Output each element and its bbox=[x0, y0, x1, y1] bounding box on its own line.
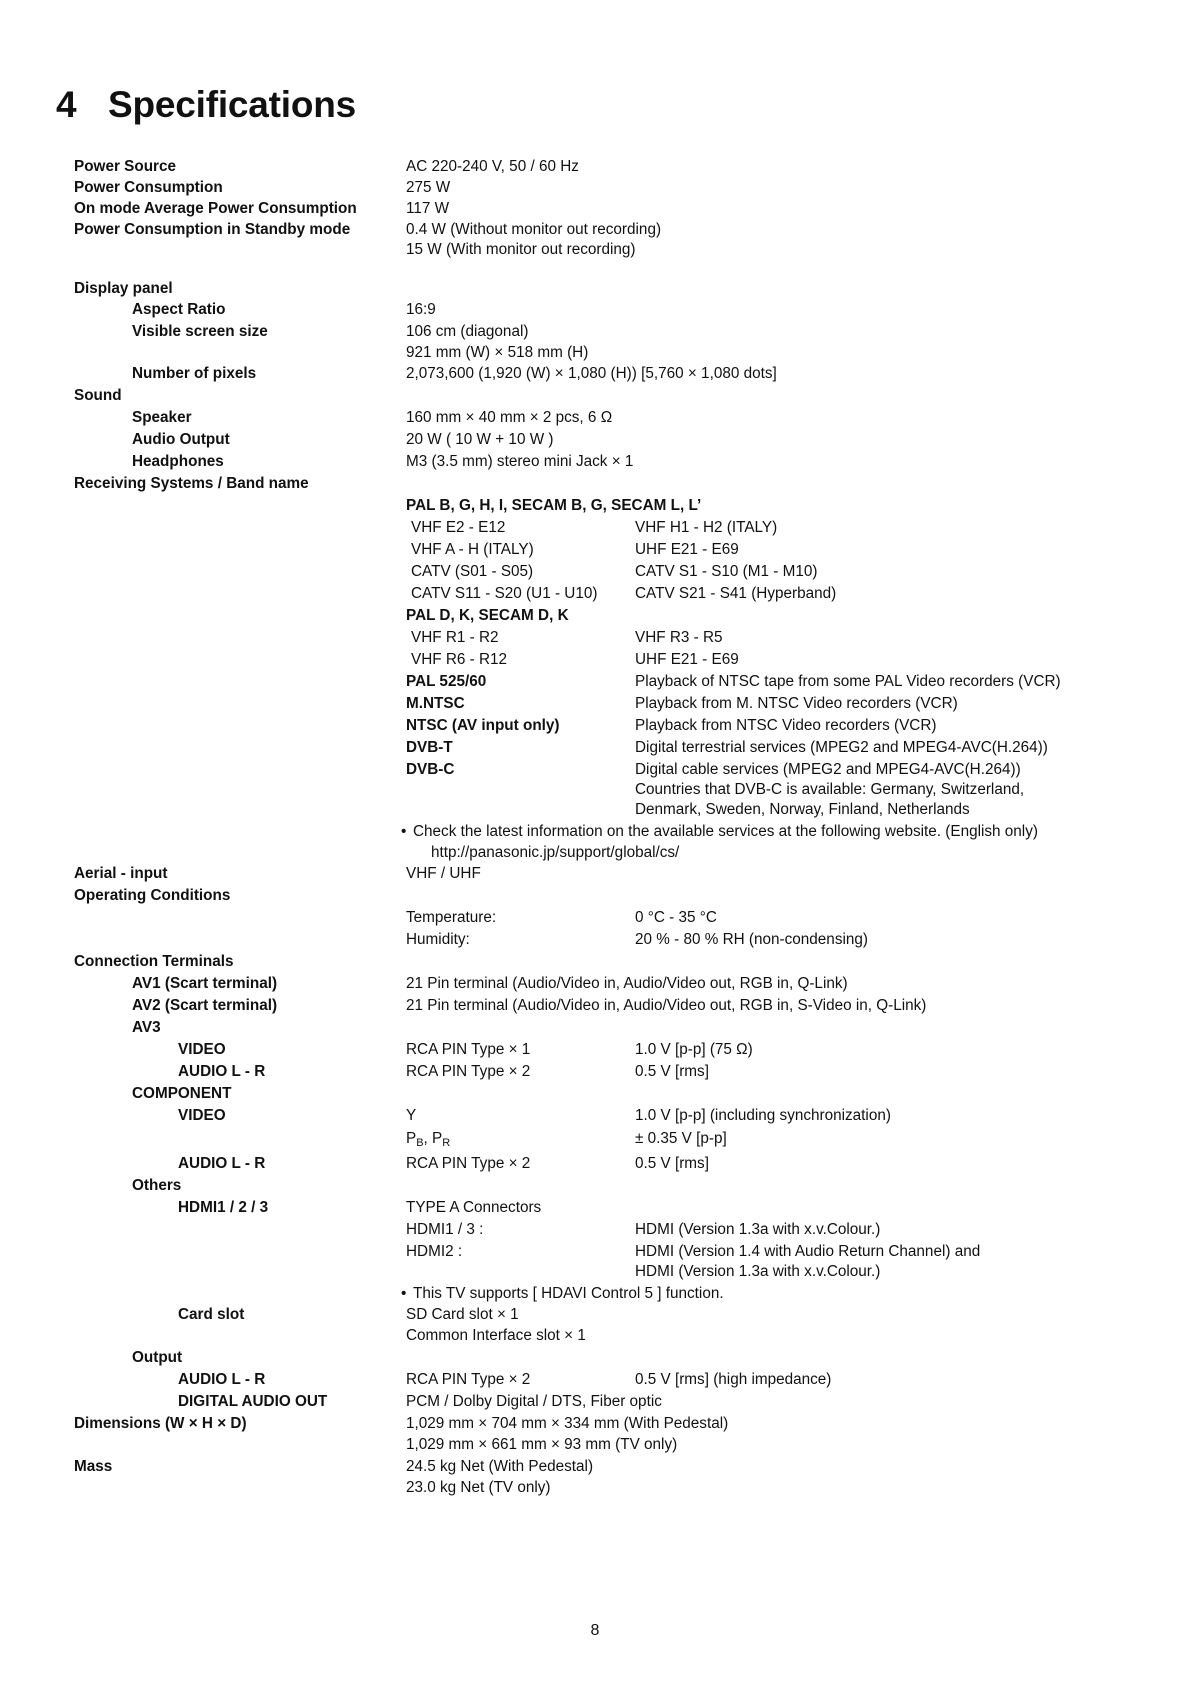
spec-label: Operating Conditions bbox=[74, 887, 231, 904]
spec-label: Others bbox=[132, 1177, 182, 1194]
spec-label: Receiving Systems / Band name bbox=[74, 475, 309, 492]
band-row bbox=[0, 517, 1190, 539]
url-row bbox=[0, 842, 1190, 864]
spec-row-dimensions bbox=[0, 1413, 1190, 1435]
spec-label: AV3 bbox=[132, 1019, 161, 1036]
spec-row-hdmi2-2 bbox=[0, 1261, 1190, 1283]
spec-row-temperature bbox=[0, 907, 1190, 929]
spec-section-display bbox=[0, 278, 1190, 300]
spec-value: 23.0 kg Net (TV only) bbox=[406, 1479, 551, 1496]
dvbc-note bbox=[0, 779, 1190, 801]
system-name: NTSC (AV input only) bbox=[406, 717, 560, 734]
spec-label: AUDIO L - R bbox=[178, 1371, 266, 1388]
support-url: http://panasonic.jp/support/global/cs/ bbox=[431, 844, 680, 861]
spec-section-receiving bbox=[0, 473, 1190, 495]
system-row bbox=[0, 759, 1190, 781]
system-name: PAL 525/60 bbox=[406, 673, 487, 690]
spec-detail: 0.5 V [rms] bbox=[635, 1063, 709, 1080]
band-right: UHF E21 - E69 bbox=[635, 541, 739, 558]
spec-label: Mass bbox=[74, 1458, 113, 1475]
page-number: 8 bbox=[590, 1622, 600, 1639]
spec-detail: HDMI (Version 1.4 with Audio Return Channel) and bbox=[635, 1243, 981, 1260]
band-right: VHF R3 - R5 bbox=[635, 629, 723, 646]
spec-label: Aerial - input bbox=[74, 865, 168, 882]
spec-label: Audio Output bbox=[132, 431, 230, 448]
spec-row-speaker bbox=[0, 407, 1190, 429]
system-row bbox=[0, 671, 1190, 693]
spec-row-hdmi bbox=[0, 1197, 1190, 1219]
spec-value: Y bbox=[406, 1107, 417, 1124]
section-number: 4 bbox=[56, 84, 77, 125]
system-row bbox=[0, 715, 1190, 737]
band-right: CATV S1 - S10 (M1 - M10) bbox=[635, 563, 818, 580]
spec-row-standby-2 bbox=[0, 239, 1190, 261]
spec-value: 0 °C - 35 °C bbox=[635, 909, 717, 926]
band-row bbox=[0, 583, 1190, 605]
spec-value: 275 W bbox=[406, 179, 451, 196]
spec-label: Sound bbox=[74, 387, 122, 404]
band-heading-pal-dk bbox=[0, 605, 1190, 627]
system-row bbox=[0, 693, 1190, 715]
spec-value: Common Interface slot × 1 bbox=[406, 1327, 586, 1344]
spec-row-av3 bbox=[0, 1017, 1190, 1039]
spec-value: 21 Pin terminal (Audio/Video in, Audio/Video out, RGB in, Q-Link) bbox=[406, 975, 848, 992]
spec-row-digital-audio bbox=[0, 1391, 1190, 1413]
spec-value: TYPE A Connectors bbox=[406, 1199, 542, 1216]
spec-label: DIGITAL AUDIO OUT bbox=[178, 1393, 328, 1410]
spec-label: COMPONENT bbox=[132, 1085, 232, 1102]
spec-detail: HDMI (Version 1.3a with x.v.Colour.) bbox=[635, 1221, 881, 1238]
dvbc-note-2 bbox=[0, 799, 1190, 821]
system-desc: Digital cable services (MPEG2 and MPEG4-AVC(H.264)) bbox=[635, 761, 1021, 778]
spec-value: VHF / UHF bbox=[406, 865, 481, 882]
spec-row-aspect bbox=[0, 299, 1190, 321]
spec-label: AV2 (Scart terminal) bbox=[132, 997, 278, 1014]
spec-row-comp-pbpr bbox=[0, 1128, 1190, 1150]
band-right: VHF H1 - H2 (ITALY) bbox=[635, 519, 778, 536]
band-row bbox=[0, 539, 1190, 561]
spec-value: AC 220-240 V, 50 / 60 Hz bbox=[406, 158, 579, 175]
band-left: CATV S11 - S20 (U1 - U10) bbox=[411, 585, 598, 602]
system-name: DVB-T bbox=[406, 739, 453, 756]
system-desc: Playback from NTSC Video recorders (VCR) bbox=[635, 717, 937, 734]
spec-value: RCA PIN Type × 2 bbox=[406, 1063, 531, 1080]
spec-row-dimensions-2 bbox=[0, 1434, 1190, 1456]
spec-label: VIDEO bbox=[178, 1041, 226, 1058]
spec-label: Power Source bbox=[74, 158, 177, 175]
band-left: VHF R1 - R2 bbox=[411, 629, 499, 646]
spec-detail: ± 0.35 V [p-p] bbox=[635, 1130, 727, 1147]
spec-value: $P_B$, $P_R$ bbox=[406, 1130, 451, 1149]
spec-label: Output bbox=[132, 1349, 183, 1366]
spec-label: AUDIO L - R bbox=[178, 1155, 266, 1172]
spec-label: Dimensions (W × H × D) bbox=[74, 1415, 247, 1432]
spec-label: VIDEO bbox=[178, 1107, 226, 1124]
band-left: VHF A - H (ITALY) bbox=[411, 541, 534, 558]
spec-row-visible-2 bbox=[0, 342, 1190, 364]
note-text: Countries that DVB-C is available: Germany, Switzerland, bbox=[635, 781, 1025, 798]
spec-label: Headphones bbox=[132, 453, 224, 470]
spec-row-hdmi13 bbox=[0, 1219, 1190, 1241]
check-note bbox=[0, 821, 1190, 843]
band-left: CATV (S01 - S05) bbox=[411, 563, 534, 580]
spec-row-comp-audio bbox=[0, 1153, 1190, 1175]
spec-row-mass-2 bbox=[0, 1477, 1190, 1499]
spec-row-av3-audio bbox=[0, 1061, 1190, 1083]
system-name: M.NTSC bbox=[406, 695, 465, 712]
spec-row-card bbox=[0, 1304, 1190, 1326]
spec-label: On mode Average Power Consumption bbox=[74, 200, 357, 217]
spec-section-connection bbox=[0, 951, 1190, 973]
spec-label: AV1 (Scart terminal) bbox=[132, 975, 278, 992]
band-left: VHF R6 - R12 bbox=[411, 651, 508, 668]
spec-detail: 0.5 V [rms] (high impedance) bbox=[635, 1371, 832, 1388]
spec-value: 117 W bbox=[406, 200, 450, 217]
bullet-note: • This TV supports [ HDAVI Control 5 ] function. bbox=[401, 1283, 724, 1305]
band-row bbox=[0, 649, 1190, 671]
band-right: UHF E21 - E69 bbox=[635, 651, 739, 668]
page-title bbox=[56, 84, 356, 126]
system-desc: Playback of NTSC tape from some PAL Video recorders (VCR) bbox=[635, 673, 1061, 690]
spec-row-aerial bbox=[0, 863, 1190, 885]
spec-row-power-consumption bbox=[0, 177, 1190, 199]
spec-key: Humidity: bbox=[406, 931, 470, 948]
spec-row-pixels bbox=[0, 363, 1190, 385]
band-row bbox=[0, 627, 1190, 649]
spec-row-standby bbox=[0, 219, 1190, 241]
spec-value: 0.4 W (Without monitor out recording) bbox=[406, 221, 662, 238]
spec-value: M3 (3.5 mm) stereo mini Jack × 1 bbox=[406, 453, 634, 470]
spec-row-component bbox=[0, 1083, 1190, 1105]
spec-value: 1,029 mm × 661 mm × 93 mm (TV only) bbox=[406, 1436, 678, 1453]
band-right: CATV S21 - S41 (Hyperband) bbox=[635, 585, 837, 602]
spec-label: Display panel bbox=[74, 280, 173, 297]
spec-label: AUDIO L - R bbox=[178, 1063, 266, 1080]
band-left: VHF E2 - E12 bbox=[411, 519, 506, 536]
spec-row-headphones bbox=[0, 451, 1190, 473]
spec-row-av2 bbox=[0, 995, 1190, 1017]
spec-row-out-audio bbox=[0, 1369, 1190, 1391]
spec-value: 21 Pin terminal (Audio/Video in, Audio/Video out, RGB in, S-Video in, Q-Link) bbox=[406, 997, 927, 1014]
spec-value: 160 mm × 40 mm × 2 pcs, 6 Ω bbox=[406, 409, 613, 426]
spec-row-visible bbox=[0, 321, 1190, 343]
system-desc: Digital terrestrial services (MPEG2 and MPEG4-AVC(H.264)) bbox=[635, 739, 1048, 756]
band-heading-pal-bg bbox=[0, 495, 1190, 517]
spec-value: SD Card slot × 1 bbox=[406, 1306, 519, 1323]
spec-value: RCA PIN Type × 1 bbox=[406, 1041, 531, 1058]
spec-value: 24.5 kg Net (With Pedestal) bbox=[406, 1458, 594, 1475]
spec-detail: 1.0 V [p-p] (75 Ω) bbox=[635, 1041, 753, 1058]
section-title: Specifications bbox=[108, 84, 357, 125]
spec-row-mass bbox=[0, 1456, 1190, 1478]
spec-row-card-2 bbox=[0, 1325, 1190, 1347]
spec-value: 106 cm (diagonal) bbox=[406, 323, 529, 340]
spec-label: Power Consumption bbox=[74, 179, 223, 196]
system-row bbox=[0, 737, 1190, 759]
note-text: Denmark, Sweden, Norway, Finland, Netherlands bbox=[635, 801, 970, 818]
spec-row-av3-video bbox=[0, 1039, 1190, 1061]
spec-row-comp-video bbox=[0, 1105, 1190, 1127]
spec-value: RCA PIN Type × 2 bbox=[406, 1371, 531, 1388]
spec-value: 2,073,600 (1,920 (W) × 1,080 (H)) [5,760 × 1,080 dots] bbox=[406, 365, 777, 382]
band-heading: PAL D, K, SECAM D, K bbox=[406, 607, 569, 624]
spec-label: Card slot bbox=[178, 1306, 245, 1323]
hdavi-note bbox=[0, 1283, 1190, 1305]
spec-row-humidity bbox=[0, 929, 1190, 951]
system-name: DVB-C bbox=[406, 761, 455, 778]
spec-value: RCA PIN Type × 2 bbox=[406, 1155, 531, 1172]
spec-section-operating bbox=[0, 885, 1190, 907]
spec-row-others bbox=[0, 1175, 1190, 1197]
spec-key: HDMI2 : bbox=[406, 1243, 463, 1260]
spec-value: 20 % - 80 % RH (non-condensing) bbox=[635, 931, 868, 948]
spec-key: HDMI1 / 3 : bbox=[406, 1221, 484, 1238]
band-row bbox=[0, 561, 1190, 583]
spec-label: Power Consumption in Standby mode bbox=[74, 221, 351, 238]
spec-label: Connection Terminals bbox=[74, 953, 234, 970]
spec-value: 15 W (With monitor out recording) bbox=[406, 241, 636, 258]
spec-value: 16:9 bbox=[406, 301, 436, 318]
spec-value: 921 mm (W) × 518 mm (H) bbox=[406, 344, 589, 361]
spec-row-output bbox=[0, 1347, 1190, 1369]
spec-row-onmode bbox=[0, 198, 1190, 220]
spec-value: 20 W ( 10 W + 10 W ) bbox=[406, 431, 554, 448]
spec-label: Number of pixels bbox=[132, 365, 257, 382]
band-heading: PAL B, G, H, I, SECAM B, G, SECAM L, L’ bbox=[406, 497, 702, 514]
system-desc: Playback from M. NTSC Video recorders (VCR) bbox=[635, 695, 958, 712]
spec-value: 1,029 mm × 704 mm × 334 mm (With Pedestal) bbox=[406, 1415, 729, 1432]
spec-value: PCM / Dolby Digital / DTS, Fiber optic bbox=[406, 1393, 662, 1410]
spec-row-av1 bbox=[0, 973, 1190, 995]
spec-key: Temperature: bbox=[406, 909, 497, 926]
spec-detail: 1.0 V [p-p] (including synchronization) bbox=[635, 1107, 891, 1124]
spec-detail: 0.5 V [rms] bbox=[635, 1155, 709, 1172]
spec-section-sound bbox=[0, 385, 1190, 407]
spec-detail: HDMI (Version 1.3a with x.v.Colour.) bbox=[635, 1263, 881, 1280]
spec-row-audio-output bbox=[0, 429, 1190, 451]
bullet-note: • Check the latest information on the available services at the following website. (English only) bbox=[401, 821, 1038, 843]
spec-label: Speaker bbox=[132, 409, 192, 426]
spec-row-power-source bbox=[0, 156, 1190, 178]
spec-row-hdmi2 bbox=[0, 1241, 1190, 1263]
spec-label: HDMI1 / 2 / 3 bbox=[178, 1199, 269, 1216]
spec-label: Visible screen size bbox=[132, 323, 268, 340]
spec-label: Aspect Ratio bbox=[132, 301, 226, 318]
